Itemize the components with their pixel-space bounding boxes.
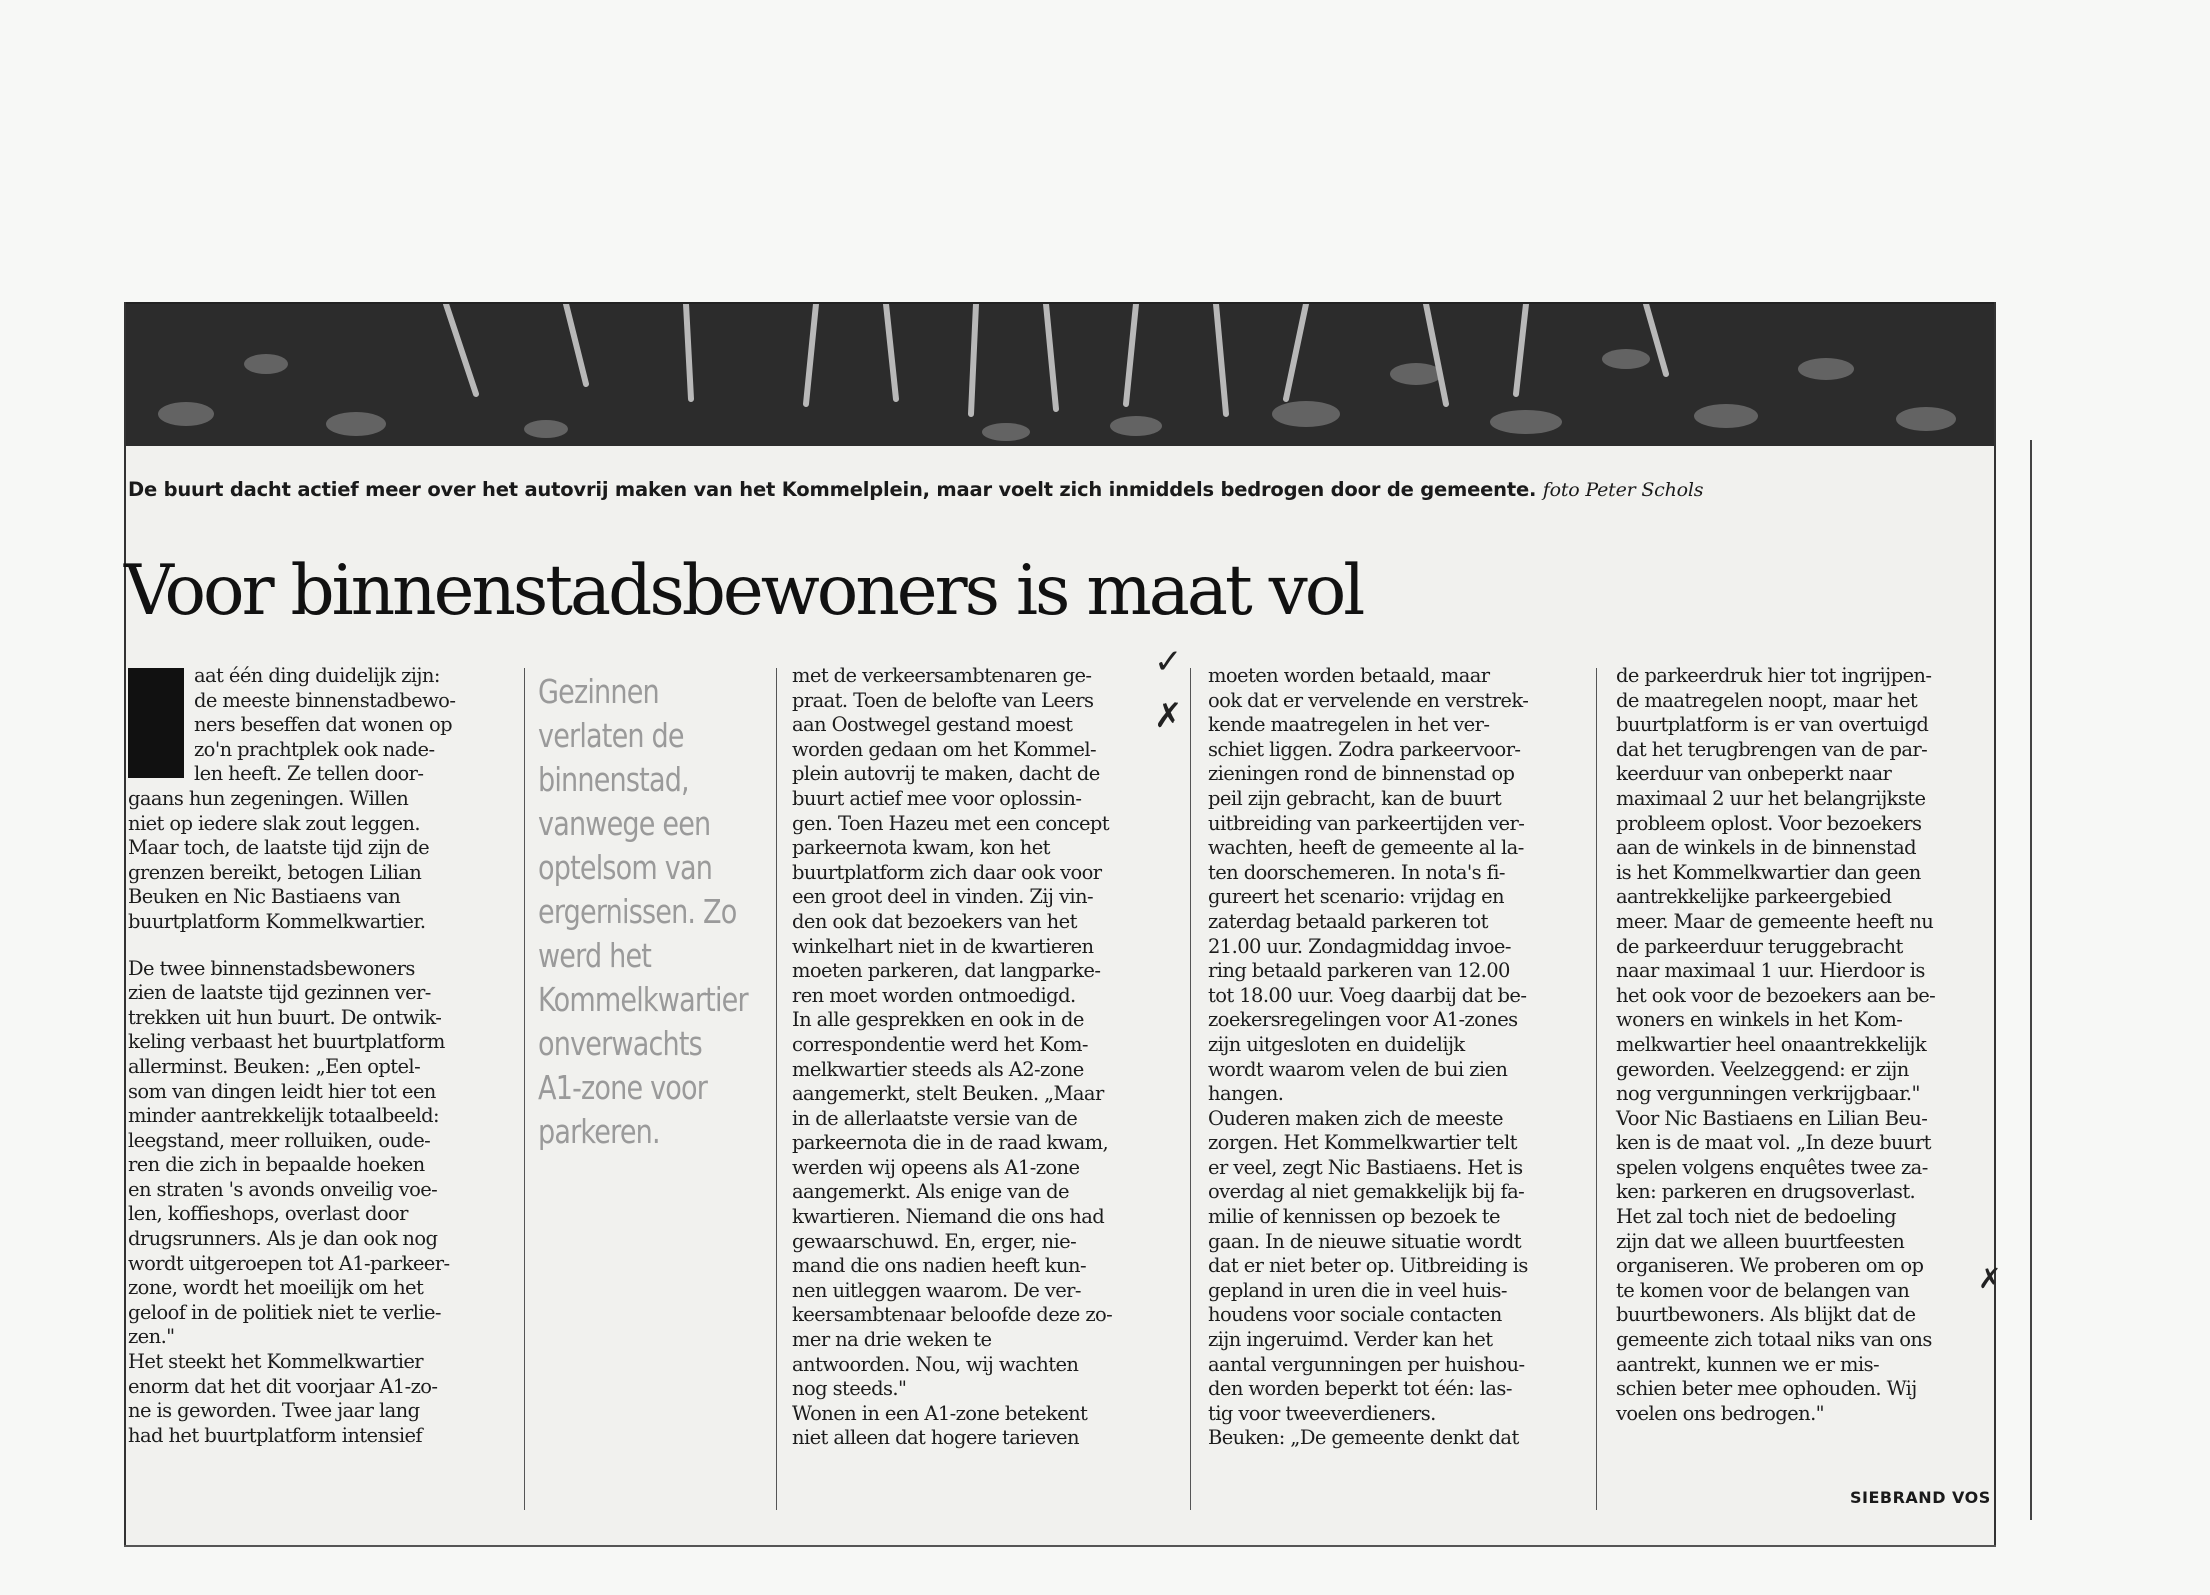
text-line: de maatregelen noopt, maar het (1616, 688, 1918, 712)
park-bench-leaves-photo-icon (126, 304, 1994, 446)
column-rule (776, 668, 777, 1510)
text-line: ren moet worden ontmoedigd. (792, 983, 1076, 1007)
caption-text: De buurt dacht actief meer over het autovrij maken van het Kommelplein, maar voelt zich inmiddels bedrogen door de gemeente. (128, 478, 1537, 501)
drop-cap-letter: L (128, 668, 184, 778)
text-line: peil zijn gebracht, kan de buurt (1208, 786, 1502, 810)
text-line: naar maximaal 1 uur. Hierdoor is (1616, 959, 1925, 983)
article-column-5 (1616, 664, 1996, 1426)
text-line: buurtbewoners. Als blijkt dat de (1616, 1303, 1916, 1327)
pull-quote-line: Kommelkwartier (538, 980, 748, 1019)
text-line: dat het terugbrengen van de par- (1616, 737, 1928, 761)
col1-para-b (128, 957, 508, 1449)
text-line: aangemerkt, stelt Beuken. „Maar (792, 1082, 1104, 1106)
text-line: Beuken: „De gemeente denkt dat (1208, 1426, 1519, 1450)
text-line: melkwartier steeds als A2-zone (792, 1057, 1084, 1081)
text-line: woners en winkels in het Kom- (1616, 1008, 1903, 1032)
text-line: tig voor tweeverdieners. (1208, 1401, 1436, 1425)
text-line: mand die ons nadien heeft kun- (792, 1254, 1086, 1278)
text-line: aan Oostwegel gestand moest (792, 713, 1073, 737)
text-line: de parkeerduur teruggebracht (1616, 934, 1903, 958)
article-photo (126, 304, 1994, 446)
text-line: Ouderen maken zich de meeste (1208, 1106, 1503, 1130)
text-line: in de allerlaatste versie van de (792, 1106, 1078, 1130)
text-line: den ook dat bezoekers van het (792, 909, 1077, 933)
col1-intro (128, 664, 508, 787)
text-line: niet alleen dat hogere tarieven (792, 1426, 1079, 1450)
text-line: schiet liggen. Zodra parkeervoor- (1208, 737, 1521, 761)
text-line: gaan. In de nieuwe situatie wordt (1208, 1229, 1522, 1253)
pull-quote-line: vanwege een (538, 804, 711, 843)
text-line: ook dat er vervelende en verstrek- (1208, 688, 1529, 712)
text-line: De twee binnenstadsbewoners (128, 956, 415, 980)
text-line: gemeente zich totaal niks van ons (1616, 1328, 1932, 1352)
photo-caption (128, 478, 1988, 508)
text-line: keerduur van onbeperkt naar (1616, 762, 1892, 786)
text-line: gureert het scenario: vrijdag en (1208, 885, 1504, 909)
text-line: spelen volgens enquêtes twee za- (1616, 1155, 1928, 1179)
column-rule (1190, 668, 1191, 1510)
pull-quote-line: werd het (538, 936, 652, 975)
text-line: buurtplatform is er van overtuigd (1616, 713, 1929, 737)
handwritten-check-icon: ✓ (1154, 642, 1183, 682)
text-line: Wonen in een A1-zone betekent (792, 1401, 1088, 1425)
text-line: organiseren. We proberen om op (1616, 1254, 1924, 1278)
text-line: nog steeds." (792, 1377, 907, 1401)
text-line: gaans hun zegeningen. Willen (128, 786, 409, 810)
text-line: een groot deel in vinden. Zij vin- (792, 885, 1093, 909)
clipping-edge-left (124, 302, 126, 1547)
text-line: winkelhart niet in de kwartieren (792, 934, 1094, 958)
text-line: niet op iedere slak zout leggen. (128, 811, 420, 835)
text-line: met de verkeersambtenaren ge- (792, 664, 1092, 687)
text-line: schien beter mee ophouden. Wij (1616, 1377, 1917, 1401)
text-line: buurt actief mee voor oplossin- (792, 786, 1082, 810)
text-line: len heeft. Ze tellen door- (194, 762, 424, 786)
pull-quote-line: binnenstad, (538, 760, 689, 799)
text-line: zorgen. Het Kommelkwartier telt (1208, 1131, 1517, 1155)
text-line: zen." (128, 1325, 175, 1349)
text-line: drugsrunners. Als je dan ook nog (128, 1227, 438, 1251)
text-line: aantal vergunningen per huishou- (1208, 1352, 1525, 1376)
text-line: praat. Toen de belofte van Leers (792, 688, 1094, 712)
text-line: den worden beperkt tot één: las- (1208, 1377, 1512, 1401)
text-line: zien de laatste tijd gezinnen ver- (128, 981, 431, 1005)
column-rule (524, 668, 525, 1510)
text-line: aan de winkels in de binnenstad (1616, 836, 1917, 860)
text-line: parkeernota die in de raad kwam, (792, 1131, 1109, 1155)
text-line: het ook voor de bezoekers aan be- (1616, 983, 1936, 1007)
text-line: meer. Maar de gemeente heeft nu (1616, 909, 1934, 933)
text-line: de parkeerdruk hier tot ingrijpen- (1616, 664, 1932, 687)
text-line: en straten 's avonds onveilig voe- (128, 1177, 438, 1201)
text-line: buurtplatform zich daar ook voor (792, 860, 1102, 884)
handwritten-cross-icon: ✗ (1154, 696, 1183, 736)
author-byline: SIEBRAND VOS (1850, 1488, 1991, 1507)
pull-quote-line: verlaten de (538, 716, 684, 755)
text-line: zijn dat we alleen buurtfeesten (1616, 1229, 1905, 1253)
text-line: ring betaald parkeren van 12.00 (1208, 959, 1510, 983)
text-line: Voor Nic Bastiaens en Lilian Beu- (1616, 1106, 1928, 1130)
pull-quote-line: parkeren. (538, 1112, 660, 1151)
text-line: dat er niet beter op. Uitbreiding is (1208, 1254, 1528, 1278)
text-line: voelen ons bedrogen." (1616, 1401, 1825, 1425)
text-line: nen uitleggen waarom. De ver- (792, 1278, 1081, 1302)
text-line: overdag al niet gemakkelijk bij fa- (1208, 1180, 1525, 1204)
text-line: parkeernota kwam, kon het (792, 836, 1050, 860)
text-line: zaterdag betaald parkeren tot (1208, 909, 1488, 933)
text-line: probleem oplost. Voor bezoekers (1616, 811, 1922, 835)
column-rule (1596, 668, 1597, 1510)
text-line: aat één ding duidelijk zijn: (194, 664, 440, 687)
handwritten-cross-icon: ✗ (1978, 1262, 2002, 1295)
text-line: plein autovrij te maken, dacht de (792, 762, 1100, 786)
text-line: len, koffieshops, overlast door (128, 1202, 408, 1226)
text-line: ren die zich in bepaalde hoeken (128, 1153, 425, 1177)
text-line: worden gedaan om het Kommel- (792, 737, 1096, 761)
clipping-edge-bottom (124, 1545, 1996, 1547)
text-line: aangemerkt. Als enige van de (792, 1180, 1069, 1204)
text-line: Maar toch, de laatste tijd zijn de (128, 836, 430, 860)
text-line: had het buurtplatform intensief (128, 1423, 423, 1447)
photo-credit: foto Peter Schols (1542, 479, 1704, 501)
text-line: enorm dat het dit voorjaar A1-zo- (128, 1374, 438, 1398)
text-line: som van dingen leidt hier tot een (128, 1079, 436, 1103)
article-headline: Voor binnenstadsbewoners is maat vol (124, 551, 1363, 631)
text-line: antwoorden. Nou, wij wachten (792, 1352, 1079, 1376)
text-line: melkwartier heel onaantrekkelijk (1616, 1032, 1927, 1056)
text-line: houdens voor sociale contacten (1208, 1303, 1502, 1327)
text-line: gen. Toen Hazeu met een concept (792, 811, 1110, 835)
text-line: wordt uitgeroepen tot A1-parkeer- (128, 1251, 450, 1275)
text-line: milie of kennissen op bezoek te (1208, 1205, 1500, 1229)
text-line: ne is geworden. Twee jaar lang (128, 1399, 420, 1423)
col1-para-a (128, 787, 508, 935)
text-line: wordt waarom velen de bui zien (1208, 1057, 1508, 1081)
text-line: aantrekt, kunnen we er mis- (1616, 1352, 1879, 1376)
article-column-4 (1208, 664, 1598, 1451)
text-line: correspondentie werd het Kom- (792, 1032, 1088, 1056)
text-line: werden wij opeens als A1-zone (792, 1155, 1080, 1179)
text-line: 21.00 uur. Zondagmiddag invoe- (1208, 934, 1511, 958)
scan-edge-shadow (2030, 440, 2044, 1520)
text-line: aantrekkelijke parkeergebied (1616, 885, 1892, 909)
text-line: gepland in uren die in veel huis- (1208, 1278, 1507, 1302)
text-line: er veel, zegt Nic Bastiaens. Het is (1208, 1155, 1523, 1179)
text-line: minder aantrekkelijk totaalbeeld: (128, 1104, 439, 1128)
text-line: zijn uitgesloten en duidelijk (1208, 1032, 1465, 1056)
text-line: ners beseffen dat wonen op (194, 713, 452, 737)
text-line: moeten parkeren, dat langparke- (792, 959, 1101, 983)
text-line: wachten, heeft de gemeente al la- (1208, 836, 1524, 860)
text-line: kwartieren. Niemand die ons had (792, 1205, 1105, 1229)
pull-quote-line: optelsom van (538, 848, 713, 887)
text-line: Het zal toch niet de bedoeling (1616, 1205, 1897, 1229)
text-line: zo'n prachtplek ook nade- (194, 737, 435, 761)
text-line: is het Kommelkwartier dan geen (1616, 860, 1921, 884)
pull-quote-line: A1-zone voor (538, 1068, 708, 1107)
text-line: zone, wordt het moeilijk om het (128, 1276, 424, 1300)
article-column-3 (792, 664, 1172, 1451)
text-line: Het steekt het Kommelkwartier (128, 1350, 424, 1374)
pull-quote (538, 670, 748, 1154)
pull-quote-line: Gezinnen (538, 672, 659, 711)
text-line: zoekersregelingen voor A1-zones (1208, 1008, 1518, 1032)
text-line: ken is de maat vol. „In deze buurt (1616, 1131, 1931, 1155)
text-line: leegstand, meer rolluiken, oude- (128, 1128, 431, 1152)
text-line: te komen voor de belangen van (1616, 1278, 1910, 1302)
text-line: geworden. Veelzeggend: er zijn (1616, 1057, 1909, 1081)
text-line: maximaal 2 uur het belangrijkste (1616, 786, 1926, 810)
pull-quote-line: onverwachts (538, 1024, 702, 1063)
text-line: zijn ingeruimd. Verder kan het (1208, 1328, 1493, 1352)
text-line: ken: parkeren en drugsoverlast. (1616, 1180, 1916, 1204)
text-line: geloof in de politiek niet te verlie- (128, 1300, 441, 1324)
text-line: uitbreiding van parkeertijden ver- (1208, 811, 1525, 835)
text-line: kende maatregelen in het ver- (1208, 713, 1490, 737)
text-line: hangen. (1208, 1082, 1284, 1106)
text-line: ten doorschemeren. In nota's fi- (1208, 860, 1505, 884)
text-line: nog vergunningen verkrijgbaar." (1616, 1082, 1920, 1106)
text-line: In alle gesprekken en ook in de (792, 1008, 1084, 1032)
text-line: trekken uit hun buurt. De ontwik- (128, 1005, 442, 1029)
text-line: tot 18.00 uur. Voeg daarbij dat be- (1208, 983, 1527, 1007)
text-line: buurtplatform Kommelkwartier. (128, 909, 426, 933)
text-line: keling verbaast het buurtplatform (128, 1030, 445, 1054)
text-line: keersambtenaar beloofde deze zo- (792, 1303, 1113, 1327)
text-line: moeten worden betaald, maar (1208, 664, 1490, 687)
text-line: grenzen bereikt, betogen Lilian (128, 860, 422, 884)
pull-quote-line: ergernissen. Zo (538, 892, 737, 931)
text-line: zieningen rond de binnenstad op (1208, 762, 1515, 786)
text-line: gewaarschuwd. En, erger, nie- (792, 1229, 1077, 1253)
text-line: Beuken en Nic Bastiaens van (128, 885, 401, 909)
text-line: de meeste binnenstadbewo- (194, 688, 456, 712)
text-line: mer na drie weken te (792, 1328, 992, 1352)
article-column-1 (128, 664, 508, 1448)
text-line: allerminst. Beuken: „Een optel- (128, 1054, 421, 1078)
